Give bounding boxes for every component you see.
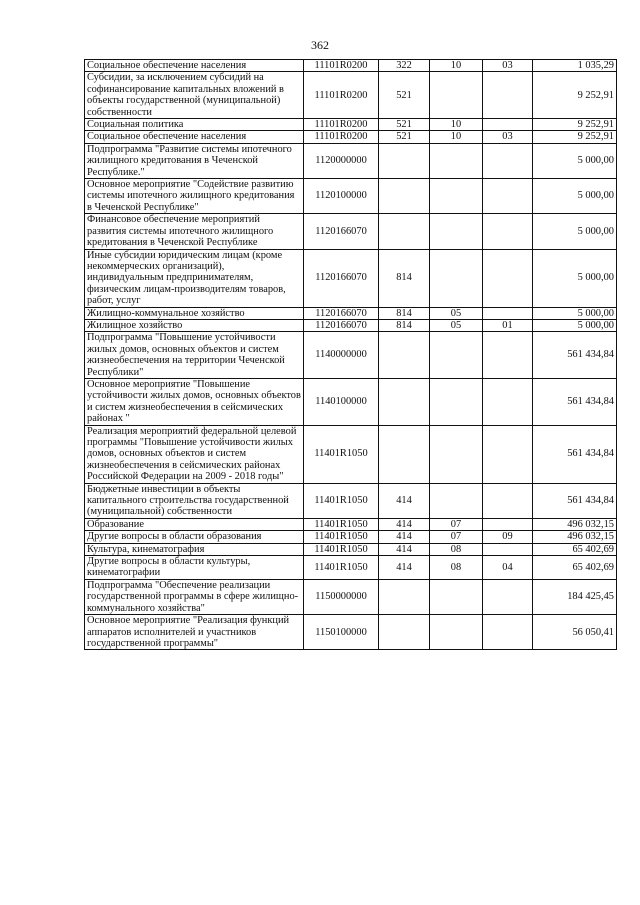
table-row [85,615,617,650]
row-target-code-cell: 11401R1050 [304,531,379,543]
row-target-code-cell: 11101R0200 [304,119,379,131]
row-subsection-cell [483,518,533,530]
row-amount-cell: 5 000,00 [533,214,617,249]
row-target-code-cell: 1140100000 [304,378,379,425]
row-subsection-cell [483,425,533,483]
row-subsection-cell [483,615,533,650]
row-expense-type-cell [379,378,430,425]
table-row [85,332,617,379]
row-target-code-cell: 11401R1050 [304,483,379,518]
row-name-cell: Жилищное хозяйство [85,319,304,331]
row-target-code-cell: 1120166070 [304,214,379,249]
row-amount-cell: 9 252,91 [533,119,617,131]
row-section-cell [430,425,483,483]
row-target-code-cell: 1150100000 [304,615,379,650]
row-target-code-cell: 11401R1050 [304,518,379,530]
row-expense-type-cell: 521 [379,119,430,131]
table-row [85,72,617,119]
row-subsection-cell [483,214,533,249]
table-row [85,518,617,530]
row-subsection-cell [483,543,533,555]
row-subsection-cell [483,483,533,518]
row-section-cell [430,615,483,650]
table-row [85,249,617,307]
row-expense-type-cell: 414 [379,483,430,518]
row-name-cell: Другие вопросы в области культуры, кинематографии [85,556,304,580]
row-name-cell: Бюджетные инвестиции в объекты капитального строительства государственной (муниципальной) собственности [85,483,304,518]
row-section-cell [430,378,483,425]
row-section-cell: 08 [430,543,483,555]
row-subsection-cell [483,249,533,307]
row-name-cell: Подпрограмма "Обеспечение реализации государственной программы в сфере жилищно-коммунального хозяйства" [85,579,304,614]
row-amount-cell: 65 402,69 [533,556,617,580]
row-amount-cell: 5 000,00 [533,307,617,319]
table-row [85,579,617,614]
row-target-code-cell: 11401R1050 [304,425,379,483]
row-subsection-cell: 03 [483,131,533,143]
row-amount-cell: 496 032,15 [533,518,617,530]
row-name-cell: Иные субсидии юридическим лицам (кроме некоммерческих организаций), индивидуальным предпринимателям, физическим лицам-производителям товаров, работ, услуг [85,249,304,307]
table-row [85,214,617,249]
row-amount-cell: 561 434,84 [533,425,617,483]
row-expense-type-cell: 521 [379,131,430,143]
row-name-cell: Социальное обеспечение населения [85,60,304,72]
row-section-cell [430,179,483,214]
row-subsection-cell: 01 [483,319,533,331]
row-section-cell: 07 [430,518,483,530]
row-target-code-cell: 1140000000 [304,332,379,379]
row-name-cell: Реализация мероприятий федеральной целевой программы "Повышение устойчивости жилых домов, основных объектов и систем жизнеобеспечения в сейсмических районах Российской Федерации на 2009 - 2018 годы" [85,425,304,483]
row-amount-cell: 9 252,91 [533,131,617,143]
row-expense-type-cell [379,143,430,178]
row-name-cell: Культура, кинематография [85,543,304,555]
row-section-cell [430,483,483,518]
row-target-code-cell: 1120100000 [304,179,379,214]
row-expense-type-cell [379,179,430,214]
table-row [85,307,617,319]
row-amount-cell: 56 050,41 [533,615,617,650]
row-name-cell: Образование [85,518,304,530]
row-section-cell [430,332,483,379]
row-section-cell: 07 [430,531,483,543]
row-expense-type-cell: 814 [379,249,430,307]
row-expense-type-cell: 414 [379,543,430,555]
row-name-cell: Финансовое обеспечение мероприятий развития системы ипотечного жилищного кредитования в Чеченской Республике [85,214,304,249]
row-amount-cell: 561 434,84 [533,378,617,425]
table-row [85,425,617,483]
row-subsection-cell: 04 [483,556,533,580]
row-section-cell: 08 [430,556,483,580]
row-subsection-cell [483,579,533,614]
table-row [85,119,617,131]
row-name-cell: Основное мероприятие "Повышение устойчивости жилых домов, основных объектов и систем жизнеобеспечения в сейсмических районах " [85,378,304,425]
row-amount-cell: 5 000,00 [533,249,617,307]
row-target-code-cell: 1120166070 [304,249,379,307]
row-expense-type-cell: 322 [379,60,430,72]
row-name-cell: Другие вопросы в области образования [85,531,304,543]
table-row [85,143,617,178]
row-section-cell [430,579,483,614]
row-section-cell: 05 [430,319,483,331]
row-subsection-cell [483,378,533,425]
row-target-code-cell: 1150000000 [304,579,379,614]
row-expense-type-cell: 414 [379,556,430,580]
row-name-cell: Основное мероприятие "Содействие развитию системы ипотечного жилищного кредитования в Чеченской Республике" [85,179,304,214]
page-number: 362 [311,38,329,52]
row-target-code-cell: 1120166070 [304,307,379,319]
table-row [85,531,617,543]
row-expense-type-cell: 814 [379,319,430,331]
row-expense-type-cell: 814 [379,307,430,319]
row-target-code-cell: 11101R0200 [304,72,379,119]
row-expense-type-cell: 414 [379,518,430,530]
row-name-cell: Субсидии, за исключением субсидий на софинансирование капитальных вложений в объекты государственной (муниципальной) собственности [85,72,304,119]
row-target-code-cell: 11401R1050 [304,556,379,580]
row-subsection-cell: 09 [483,531,533,543]
row-expense-type-cell [379,579,430,614]
row-subsection-cell [483,143,533,178]
row-section-cell [430,143,483,178]
row-amount-cell: 184 425,45 [533,579,617,614]
row-amount-cell: 561 434,84 [533,483,617,518]
budget-table-body [85,60,617,650]
row-section-cell: 10 [430,131,483,143]
row-target-code-cell: 11101R0200 [304,131,379,143]
table-row [85,378,617,425]
budget-table [84,59,617,650]
row-section-cell: 05 [430,307,483,319]
row-section-cell: 10 [430,119,483,131]
table-row [85,60,617,72]
row-section-cell [430,214,483,249]
row-target-code-cell: 1120166070 [304,319,379,331]
row-expense-type-cell [379,615,430,650]
row-name-cell: Социальное обеспечение населения [85,131,304,143]
row-amount-cell: 1 035,29 [533,60,617,72]
table-row [85,319,617,331]
row-name-cell: Подпрограмма "Развитие системы ипотечного жилищного кредитования в Чеченской Республике." [85,143,304,178]
table-row [85,179,617,214]
row-amount-cell: 9 252,91 [533,72,617,119]
row-subsection-cell [483,72,533,119]
row-amount-cell: 561 434,84 [533,332,617,379]
row-expense-type-cell [379,214,430,249]
row-target-code-cell: 11101R0200 [304,60,379,72]
row-section-cell [430,72,483,119]
row-name-cell: Подпрограмма "Повышение устойчивости жилых домов, основных объектов и систем жизнеобеспечения на территории Чеченской Республики" [85,332,304,379]
row-subsection-cell: 03 [483,60,533,72]
row-target-code-cell: 1120000000 [304,143,379,178]
row-section-cell [430,249,483,307]
table-row [85,543,617,555]
row-subsection-cell [483,307,533,319]
row-name-cell: Основное мероприятие "Реализация функций аппаратов исполнителей и участников государственной программы" [85,615,304,650]
row-amount-cell: 5 000,00 [533,143,617,178]
row-amount-cell: 5 000,00 [533,319,617,331]
row-name-cell: Социальная политика [85,119,304,131]
row-amount-cell: 5 000,00 [533,179,617,214]
row-target-code-cell: 11401R1050 [304,543,379,555]
row-amount-cell: 65 402,69 [533,543,617,555]
row-amount-cell: 496 032,15 [533,531,617,543]
row-section-cell: 10 [430,60,483,72]
row-expense-type-cell: 414 [379,531,430,543]
row-subsection-cell [483,119,533,131]
table-row [85,556,617,580]
row-name-cell: Жилищно-коммунальное хозяйство [85,307,304,319]
table-row [85,131,617,143]
row-expense-type-cell [379,332,430,379]
row-subsection-cell [483,332,533,379]
row-expense-type-cell: 521 [379,72,430,119]
row-subsection-cell [483,179,533,214]
table-row [85,483,617,518]
row-expense-type-cell [379,425,430,483]
